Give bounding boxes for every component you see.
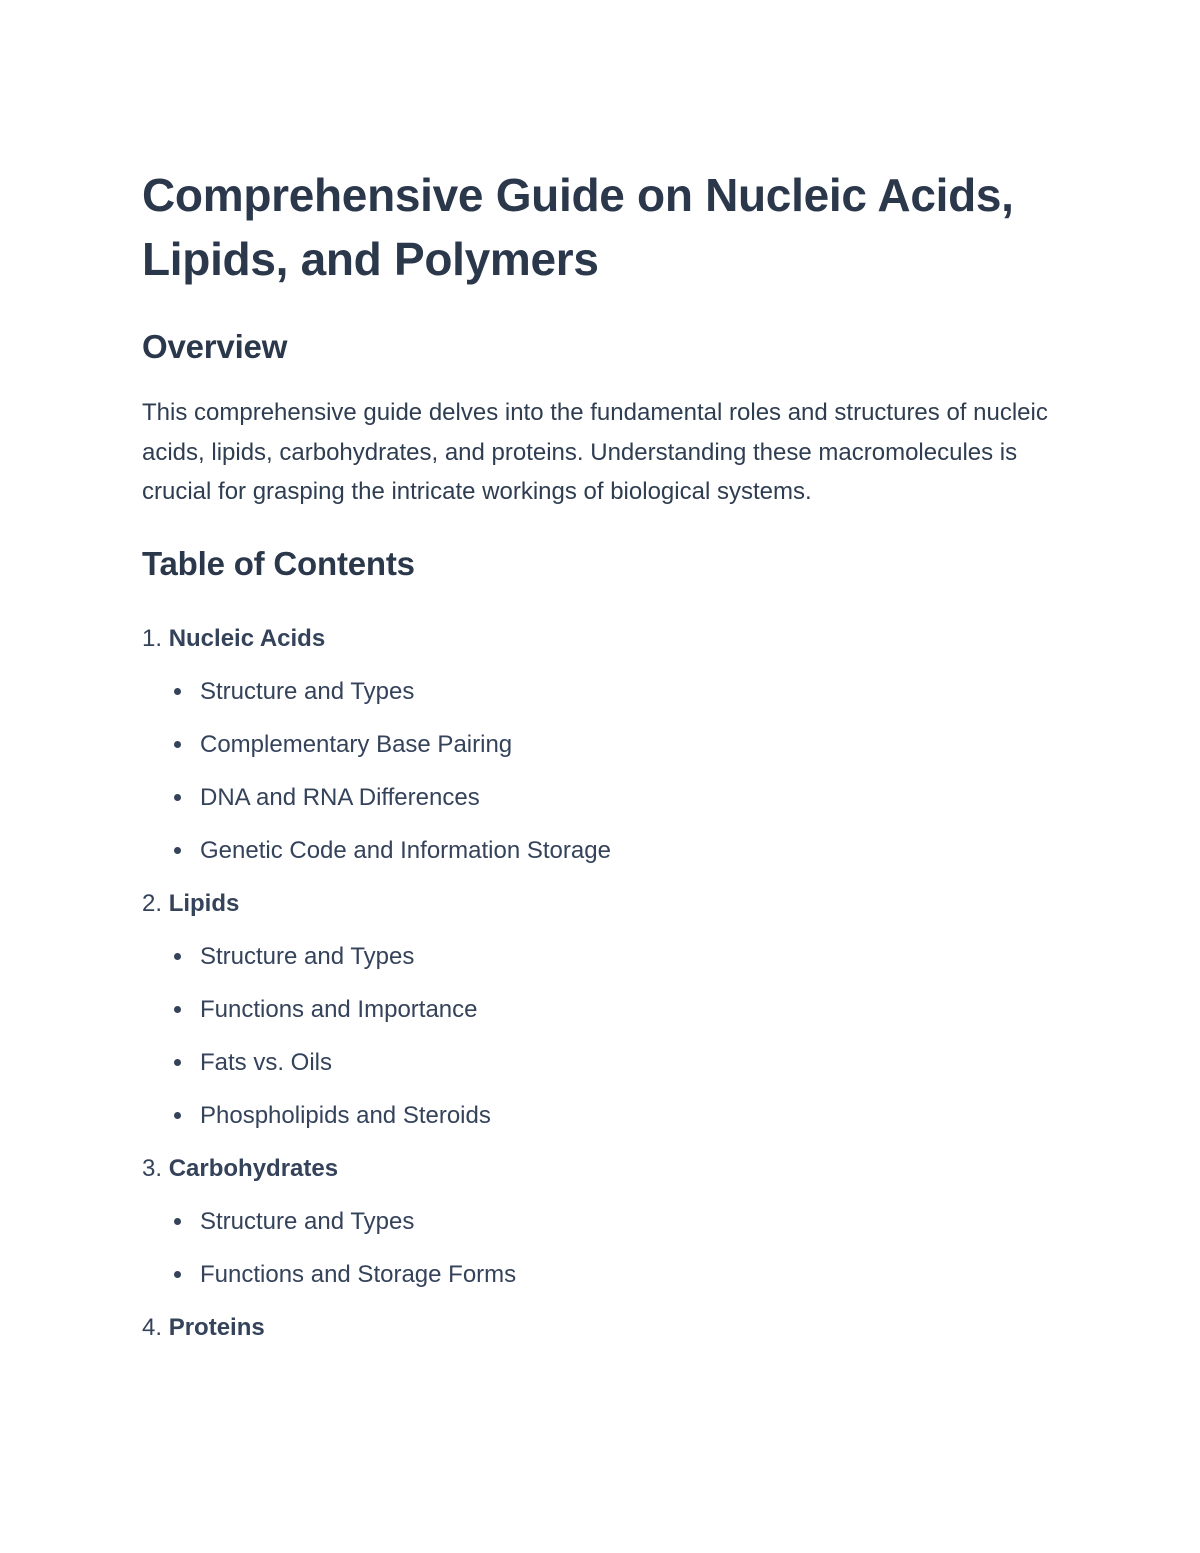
list-item-label: Functions and Storage Forms [200, 1260, 517, 1288]
toc-subitems [142, 665, 1072, 877]
list-item [172, 983, 1072, 1036]
toc-heading: Table of Contents [142, 544, 415, 582]
toc-section-label: Carbohydrates [168, 1154, 339, 1182]
toc-section-label: Lipids [168, 889, 240, 917]
toc-section-number: 4. [142, 1313, 163, 1341]
bullet-icon [174, 794, 181, 801]
list-item [172, 1195, 1072, 1248]
toc-section-label: Proteins [168, 1313, 265, 1341]
document-title: Comprehensive Guide on Nucleic Acids, Lipids, and Polymers [142, 169, 1014, 285]
bullet-icon [174, 847, 181, 854]
toc-section-title [142, 612, 1072, 665]
list-item [172, 771, 1072, 824]
toc-section-nucleic-acids [142, 612, 1072, 877]
list-item-label: Structure and Types [200, 677, 415, 705]
list-item [172, 1248, 1072, 1301]
list-item-label: Fats vs. Oils [200, 1048, 333, 1076]
list-item [172, 718, 1072, 771]
toc-subitems [142, 930, 1072, 1142]
toc-section-carbohydrates [142, 1142, 1072, 1301]
list-item-label: Structure and Types [200, 942, 415, 970]
bullet-icon [174, 1271, 181, 1278]
toc-subitems [142, 1195, 1072, 1301]
table-of-contents [142, 612, 1072, 1354]
bullet-icon [174, 1112, 181, 1119]
toc-section-number: 2. [142, 889, 163, 917]
bullet-icon [174, 1218, 181, 1225]
list-item [172, 1089, 1072, 1142]
toc-section-label: Nucleic Acids [168, 624, 326, 652]
document-page [142, 163, 1072, 1354]
bullet-icon [174, 953, 181, 960]
bullet-icon [174, 688, 181, 695]
list-item-label: Phospholipids and Steroids [200, 1101, 491, 1129]
toc-section-proteins [142, 1301, 1072, 1354]
list-item [172, 824, 1072, 877]
bullet-icon [174, 741, 181, 748]
toc-section-title [142, 1142, 1072, 1195]
list-item [172, 1036, 1072, 1089]
list-item-label: Genetic Code and Information Storage [200, 836, 611, 864]
list-item-label: Functions and Importance [200, 995, 478, 1023]
overview-heading: Overview [142, 328, 288, 365]
list-item [172, 930, 1072, 983]
list-item [172, 665, 1072, 718]
list-item-label: Complementary Base Pairing [200, 730, 513, 758]
toc-section-number: 3. [142, 1154, 163, 1182]
bullet-icon [174, 1006, 181, 1013]
toc-section-lipids [142, 877, 1072, 1142]
list-item-label: DNA and RNA Differences [200, 783, 480, 811]
overview-paragraph: This comprehensive guide delves into the fundamental roles and structures of nucleic acids, lipids, carbohydrates, and proteins. Understanding these macromolecules is crucial for grasping the intricate workings of biological systems. [142, 399, 1048, 505]
toc-section-title [142, 877, 1072, 930]
toc-section-title [142, 1301, 1072, 1354]
toc-section-number: 1. [142, 624, 163, 652]
bullet-icon [174, 1059, 181, 1066]
list-item-label: Structure and Types [200, 1207, 415, 1235]
